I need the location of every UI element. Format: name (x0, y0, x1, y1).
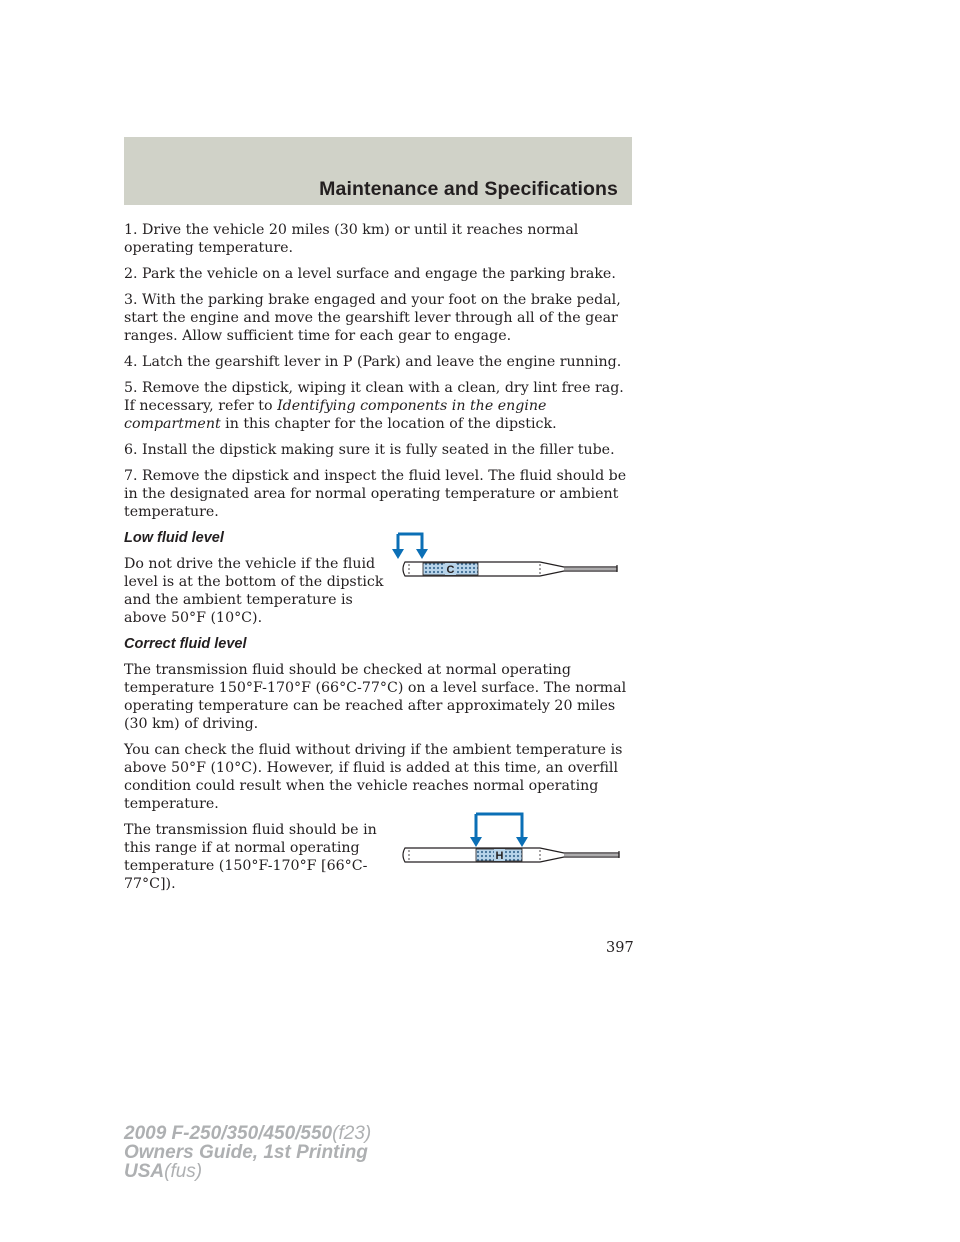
footer-market-code: (fus) (164, 1161, 203, 1182)
correct-fluid-para-1: The transmission fluid should be checked at normal operating temperature 150°F-170°F (66°C-77°C) on a level surface. The normal operating temperature can be reached after approximately 20 miles (30 km) of driving. (124, 662, 627, 732)
step-1: 1. Drive the vehicle 20 miles (30 km) or until it reaches normal operating temperature. (124, 222, 579, 256)
arrow-bracket (398, 534, 422, 550)
footer-line-2 (124, 1143, 371, 1162)
page-body (124, 221, 634, 901)
down-arrow-icon (470, 837, 482, 847)
correct-fluid-para-2: You can check the fluid without driving if the ambient temperature is above 50°F (10°C). However, if fluid is added at this time, an overfill condition could result when the vehicle reaches normal operating temperature. (124, 742, 623, 812)
hot-marker-label: H (495, 850, 504, 862)
correct-fluid-para-3: The transmission fluid should be in this range if at normal operating temperature (150°F-170°F [66°C-77°C]). (124, 822, 377, 892)
footer (124, 1124, 371, 1181)
footer-model-code: (f23) (332, 1123, 372, 1144)
correct-fluid-dipstick-figure (400, 810, 630, 872)
down-arrow-icon (416, 549, 428, 559)
step-5-before: 5. Remove the dipstick, wiping it clean with a clean, dry lint free rag. If necessary, refer to (124, 380, 624, 414)
low-fluid-row (124, 555, 634, 627)
step-6: 6. Install the dipstick making sure it is fully seated in the filler tube. (124, 442, 615, 458)
step-5 (124, 379, 634, 433)
step-5-after: in this chapter for the location of the dipstick. (225, 416, 557, 432)
low-fluid-dipstick-figure (392, 530, 622, 588)
section-title: Maintenance and Specifications (319, 178, 618, 200)
correct-fluid-row (124, 821, 634, 893)
down-arrow-icon (392, 549, 404, 559)
step-3: 3. With the parking brake engaged and your foot on the brake pedal, start the engine and move the gearshift lever through all of the gear ranges. Allow sufficient time for each gear to engage. (124, 292, 621, 344)
header-band (124, 137, 632, 205)
low-fluid-text: Do not drive the vehicle if the fluid level is at the bottom of the dipstick and the ambient temperature is above 50°F (10°C). (124, 556, 384, 626)
page-number: 397 (606, 940, 634, 956)
step-7: 7. Remove the dipstick and inspect the fluid level. The fluid should be in the designated area for normal operating temperature or ambient temperature. (124, 468, 627, 520)
step-2: 2. Park the vehicle on a level surface and engage the parking brake. (124, 266, 616, 282)
step-4: 4. Latch the gearshift lever in P (Park) and leave the engine running. (124, 354, 622, 370)
footer-guide: Owners Guide, 1st Printing (124, 1142, 368, 1163)
down-arrow-icon (516, 837, 528, 847)
arrow-bracket (476, 814, 522, 838)
footer-market: USA (124, 1161, 165, 1182)
footer-line-3 (124, 1162, 371, 1181)
correct-fluid-heading: Correct fluid level (124, 636, 247, 652)
low-marker-label: C (446, 564, 455, 576)
step-5-reference: Identifying components in the engine compartment (124, 398, 547, 432)
footer-line-1 (124, 1124, 371, 1143)
footer-model: 2009 F-250/350/450/550 (124, 1123, 333, 1144)
low-fluid-heading: Low fluid level (124, 530, 224, 546)
